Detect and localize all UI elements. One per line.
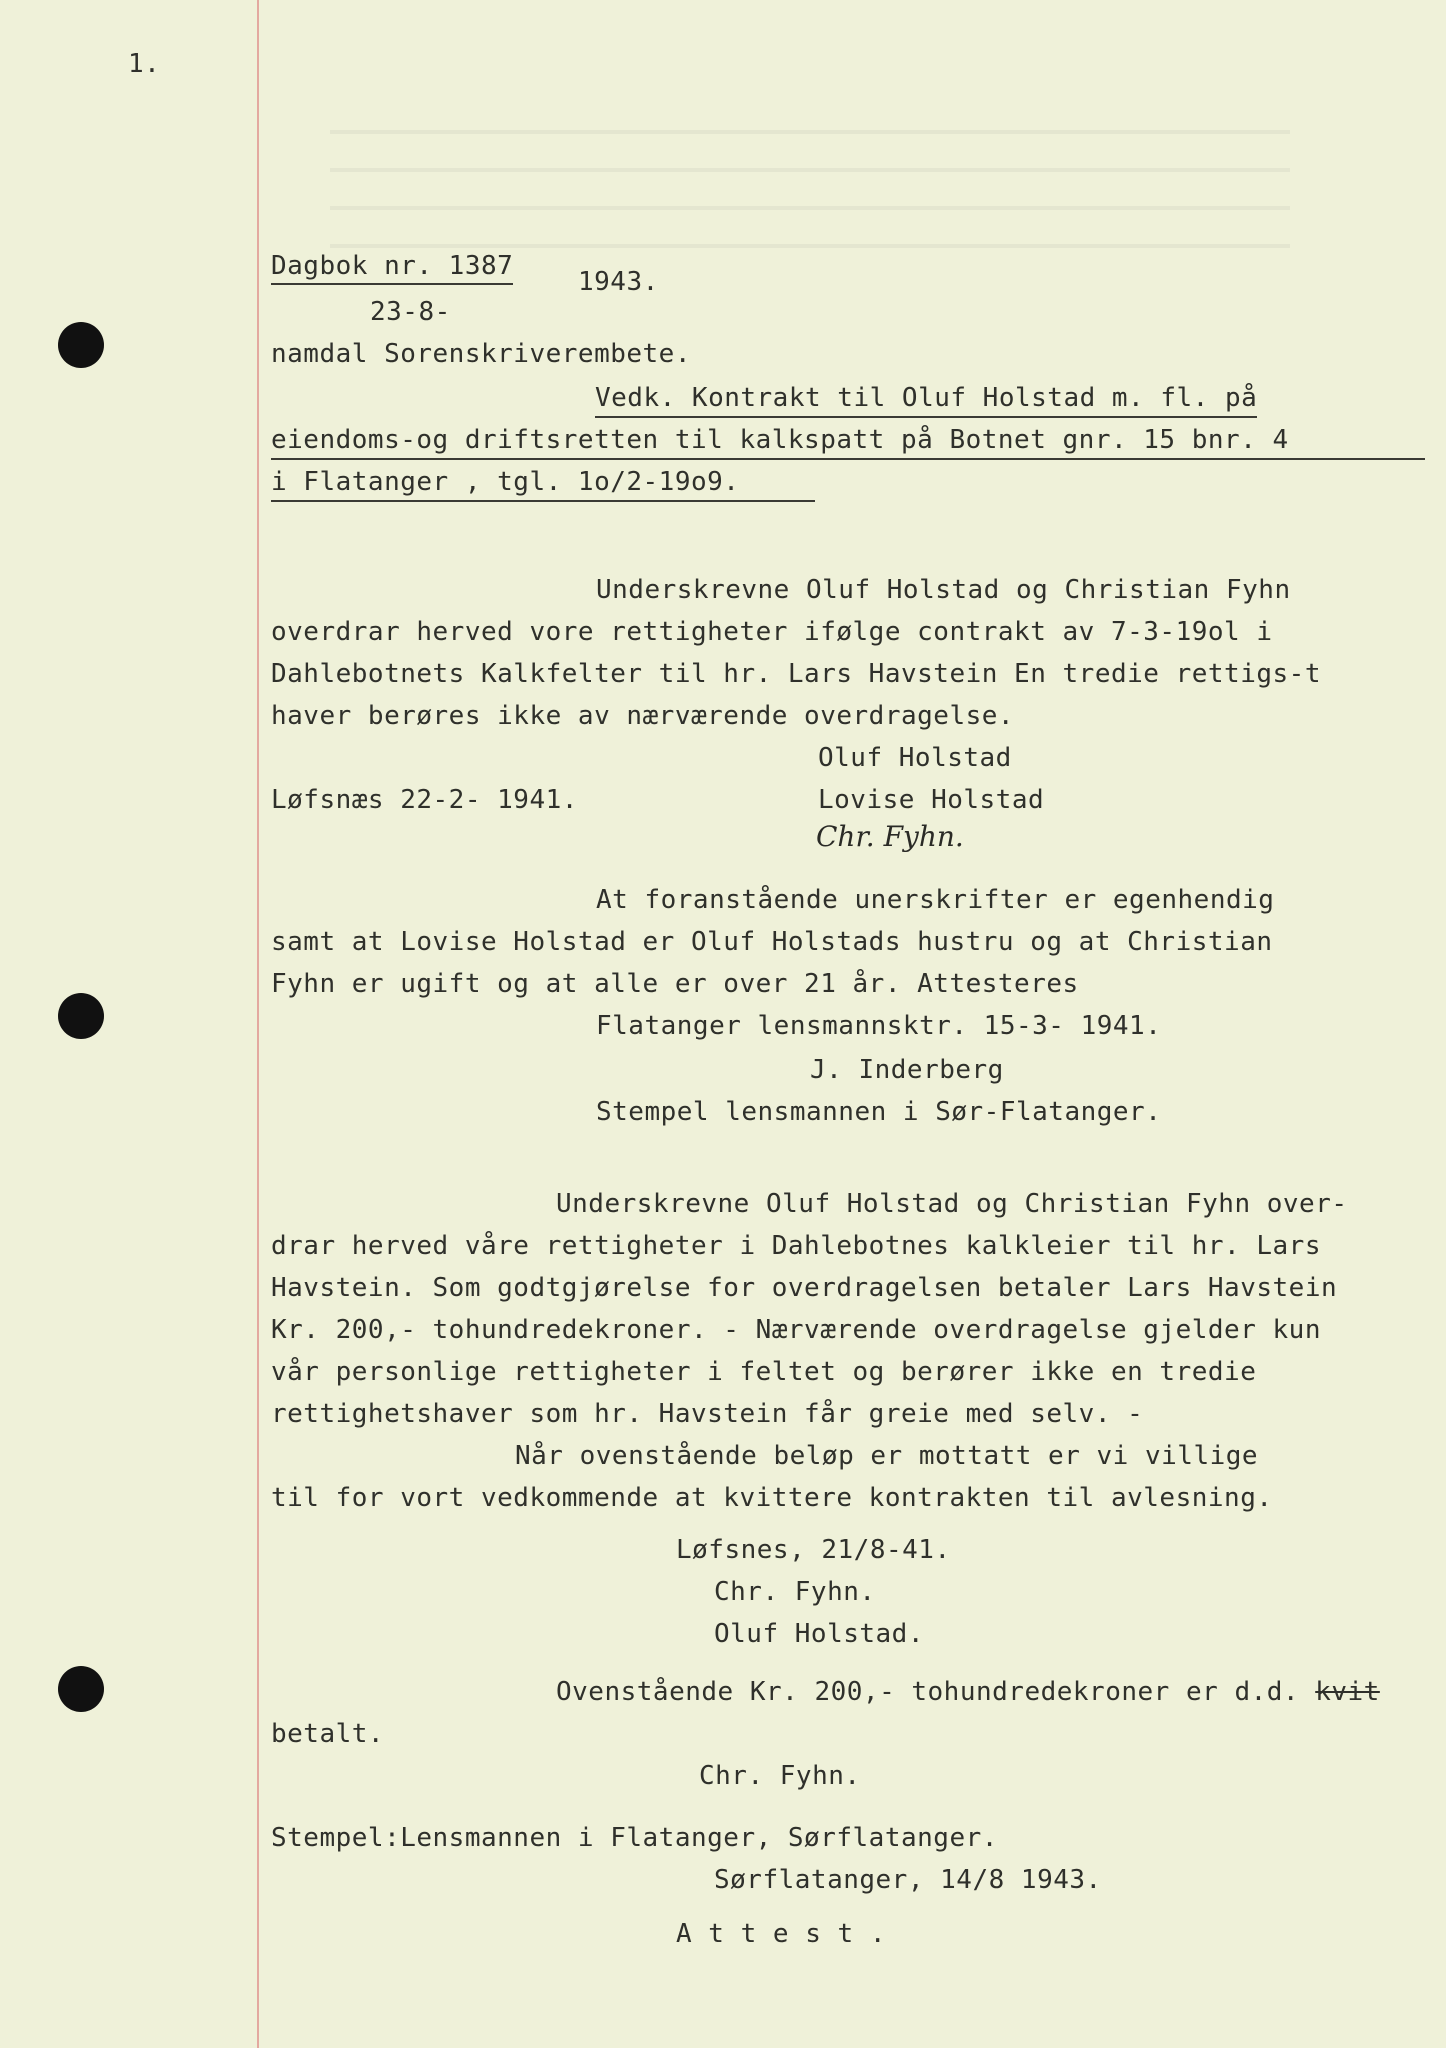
receipt-line: betalt.: [271, 1719, 385, 1749]
signature-name: Chr. Fyhn.: [699, 1761, 861, 1791]
paragraph-line: Havstein. Som godtgjørelse for overdragelsen betaler Lars Havstein: [271, 1273, 1338, 1303]
receipt-line: [556, 1676, 1380, 1708]
signature-name: Oluf Holstad.: [714, 1619, 924, 1649]
paragraph-line: vår personlige rettigheter i feltet og berører ikke en tredie: [271, 1357, 1257, 1387]
punch-hole: [58, 322, 104, 368]
place-date: Løfsnes, 21/8-41.: [676, 1535, 951, 1565]
dagbok-number: [271, 250, 529, 282]
attestation-line: samt at Lovise Holstad er Oluf Holstads hustru og at Christian: [271, 927, 1273, 957]
signature-name: Chr. Fyhn.: [714, 1577, 876, 1607]
signature-name: Oluf Holstad: [818, 743, 1012, 773]
subject-line: eiendoms-og driftsretten til kalkspatt på Botnet gnr. 15 bnr. 4: [271, 424, 1425, 460]
attestation-signature: J. Inderberg: [810, 1055, 1004, 1085]
paragraph-line: Kr. 200,- tohundredekroner. - Nærværende overdragelse gjelder kun: [271, 1315, 1321, 1345]
paragraph-line: haver berøres ikke av nærværende overdragelse.: [271, 701, 1015, 731]
margin-rule: [257, 0, 259, 2048]
subject-line: i Flatanger , tgl. 1o/2-19o9.: [271, 466, 815, 502]
stamp-note: Stempel:Lensmannen i Flatanger, Sørflatanger.: [271, 1823, 998, 1853]
closing-attest: A t t e s t .: [676, 1919, 886, 1949]
paragraph-line: drar herved våre rettigheter i Dahlebotnes kalkleier til hr. Lars: [271, 1231, 1321, 1261]
signature-name: Lovise Holstad: [818, 785, 1045, 815]
attestation-line: Flatanger lensmannsktr. 15-3- 1941.: [596, 1011, 1162, 1041]
court-office: namdal Sorenskriverembete.: [271, 339, 691, 369]
subject-line: Vedk. Kontrakt til Oluf Holstad m. fl. på: [595, 382, 1257, 418]
handwritten-signature: Chr. Fyhn.: [816, 820, 964, 853]
attestation-line: Fyhn er ugift og at alle er over 21 år. Attesteres: [271, 969, 1079, 999]
paragraph-line: overdrar herved vore rettigheter ifølge contrakt av 7-3-19ol i: [271, 617, 1273, 647]
paragraph-line: Underskrevne Oluf Holstad og Christian Fyhn over-: [556, 1189, 1348, 1219]
dagbok-date: 23-8-: [370, 297, 451, 327]
paragraph-line: Dahlebotnets Kalkfelter til hr. Lars Havstein En tredie rettigs-t: [271, 659, 1321, 689]
page-number: 1.: [128, 49, 161, 79]
dagbok-number-text: Dagbok nr. 1387: [271, 251, 513, 285]
receipt-text: Ovenstående Kr. 200,- tohundredekroner er d.d.: [556, 1677, 1316, 1707]
punch-hole: [58, 1666, 104, 1712]
place-date: Sørflatanger, 14/8 1943.: [714, 1865, 1102, 1895]
struck-text: kvit: [1315, 1677, 1380, 1707]
paragraph-line: rettighetshaver som hr. Havstein får greie med selv. -: [271, 1399, 1144, 1429]
paragraph-line: Underskrevne Oluf Holstad og Christian Fyhn: [596, 575, 1291, 605]
attestation-line: At foranstående unerskrifter er egenhendig: [596, 885, 1275, 915]
punch-hole: [58, 993, 104, 1039]
stamp-note: Stempel lensmannen i Sør-Flatanger.: [596, 1097, 1162, 1127]
paragraph-line: Når ovenstående beløp er mottatt er vi villige: [515, 1441, 1259, 1471]
dagbok-year: 1943.: [578, 267, 659, 297]
place-date: Løfsnæs 22-2- 1941.: [271, 785, 578, 815]
paragraph-line: til for vort vedkommende at kvittere kontrakten til avlesning.: [271, 1483, 1273, 1513]
